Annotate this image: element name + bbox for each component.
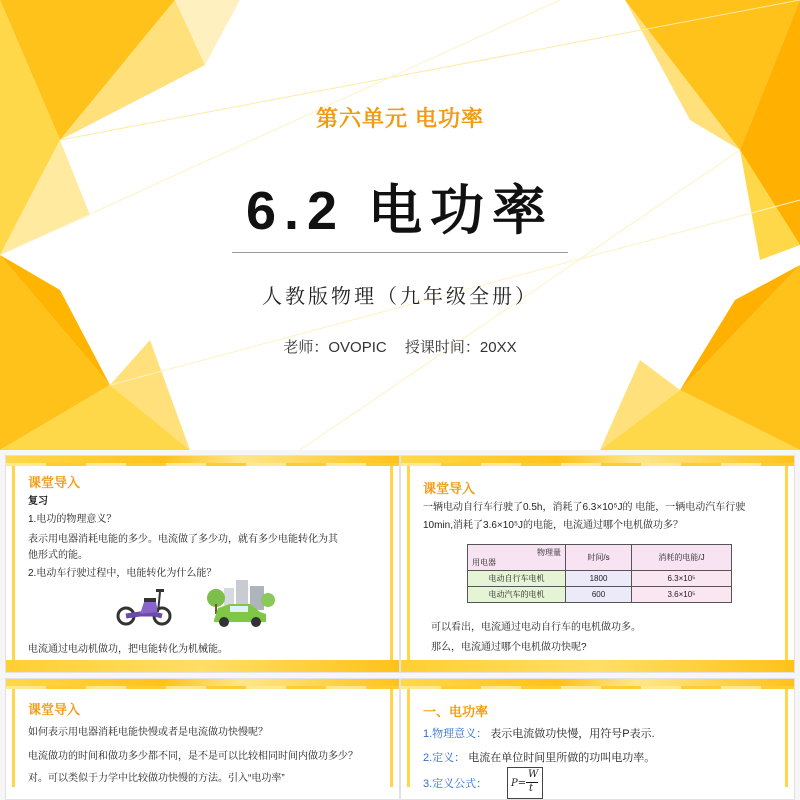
bottom-band [6,660,399,672]
teacher-label: 老师：OVOPIC [283,339,387,356]
table-corner-cell [468,545,566,571]
table-header-row [468,545,732,571]
slide-heading: 课堂导入 [423,481,476,496]
table-cell: 电动汽车的电机 [468,587,566,603]
page-title: 6.2 电功率 [245,181,555,241]
definition-item-3 [423,777,487,792]
top-band [6,456,399,466]
divider [232,252,568,253]
column-header-energy: 消耗的电能/J [632,545,732,571]
answer-1-line-1: 表示用电器消耗电能的多少。电流做了多少功，就有多少电能转化为其 [28,534,338,545]
formula-denominator: t [529,783,534,794]
slide-frame [12,466,393,660]
definition-item-2 [423,751,655,766]
item-label: 1.物理意义： [423,728,488,740]
item-label: 2.定义： [423,752,466,764]
follow-up-question: 那么，电流通过哪个电机做功快呢? [431,642,587,653]
meta-line [0,336,800,357]
top-band [6,679,399,689]
power-formula [507,767,543,799]
time-label: 授课时间：20XX [404,339,517,356]
table-cell: 600 [566,587,632,603]
definition-item-1 [423,727,655,742]
intro-line-3: 对。可以类似于力学中比较做功快慢的方法。引入“电功率” [28,773,285,784]
slide-thumbnail-4[interactable] [400,678,795,800]
problem-line-1: 一辆电动自行车行驶了0.5h，消耗了6.3×10⁵J的 电能，一辆电动汽车行驶 [423,502,746,513]
unit-kicker: 第六单元 电功率 [315,106,485,131]
item-text: 电流在单位时间里所做的功叫电功率。 [468,752,656,764]
conclusion-text: 可以看出，电流通过电动自行车的电机做功多。 [431,622,641,633]
review-label: 复习 [28,496,48,507]
table-cell: 1800 [566,571,632,587]
item-text: 表示电流做功快慢，用符号P表示. [490,728,655,740]
problem-line-2: 10min,消耗了3.6×10⁵J的电能，电流通过哪个电机做功多？ [423,520,684,531]
formula-numerator: W [528,769,539,780]
electric-car-icon [206,576,276,630]
question-1: 1.电功的物理意义？ [28,514,117,525]
answer-1-line-2: 他形式的能。 [28,550,88,561]
corner-top-label: 物理量 [537,548,561,557]
slide-heading: 课堂导入 [28,702,81,717]
bottom-band [401,660,794,672]
top-band [401,679,794,689]
answer-2: 电流通过电动机做功，把电能转化为机械能。 [28,644,228,655]
subtitle: 人教版物理（九年级全册） [262,286,538,308]
item-label: 3.定义公式： [423,778,488,790]
column-header-time: 时间/s [566,545,632,571]
slide-thumbnail-1[interactable] [5,455,400,673]
electric-bike-icon [114,584,174,626]
table-cell: 电动自行车电机 [468,571,566,587]
table-cell: 3.6×10⁵ [632,587,732,603]
slide-thumbnail-2[interactable] [400,455,795,673]
corner-bottom-label: 用电器 [472,558,496,567]
formula-lhs: P= [511,778,527,789]
intro-line-2: 电流做功的时间和做功多少都不同，是不是可以比较相同时间内做功多少？ [28,751,358,762]
table-cell: 6.3×10⁵ [632,571,732,587]
table-row [468,571,732,587]
data-table [467,544,732,603]
slide-heading: 课堂导入 [28,475,81,490]
intro-line-1: 如何表示用电器消耗电能快慢或者是电流做功快慢呢？ [28,727,268,738]
table-row [468,587,732,603]
slide-heading: 一、电功率 [423,704,489,719]
top-band [401,456,794,466]
question-2: 2.电动车行驶过程中，电能转化为什么能？ [28,568,217,579]
slide-thumbnail-3[interactable] [5,678,400,800]
